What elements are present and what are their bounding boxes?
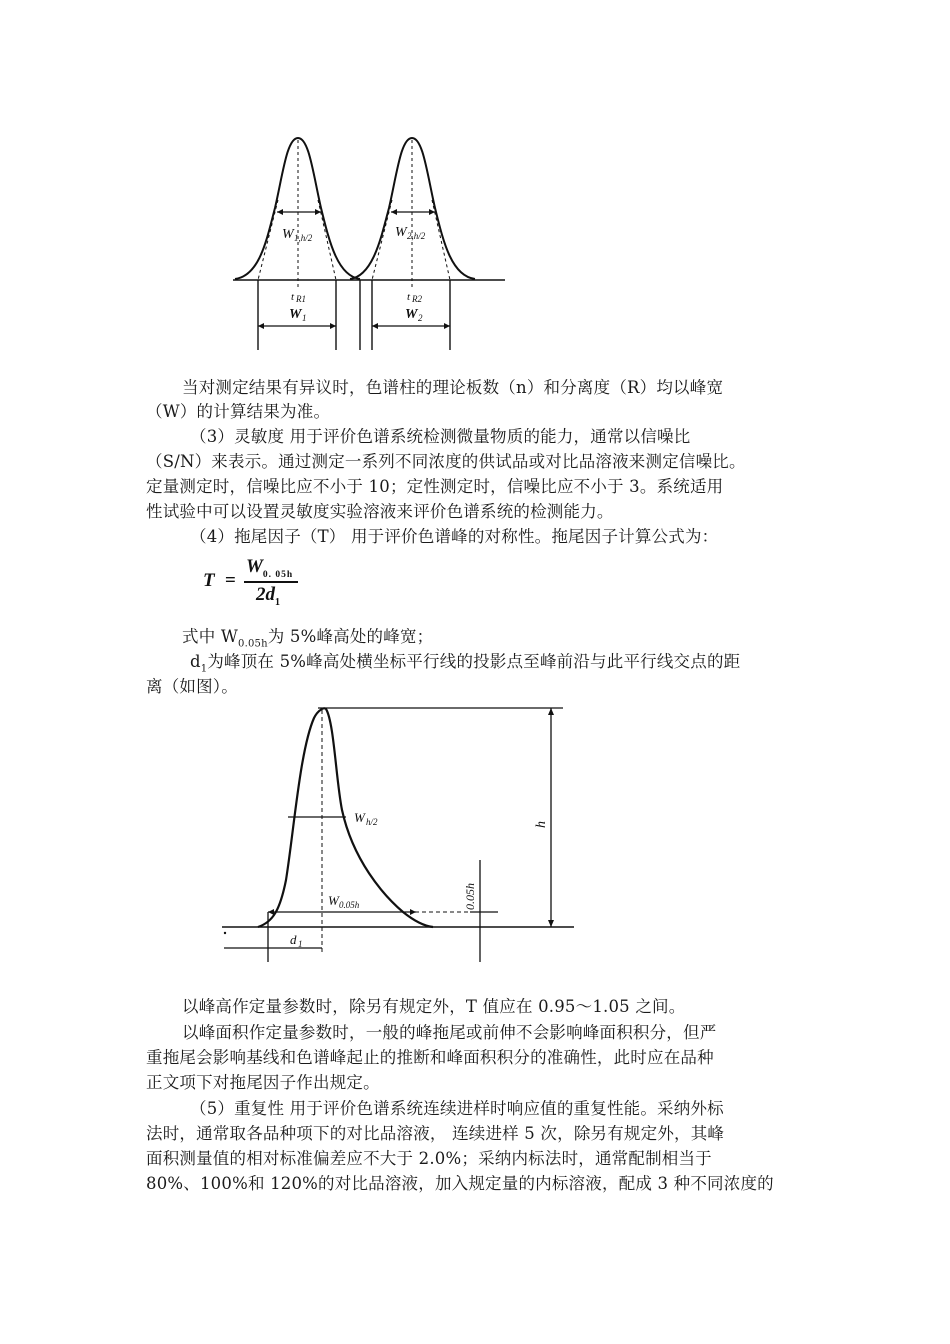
paragraph-6-line-2: 法时，通常取各品种项下的对比品溶液， 连续进样 5 次，除另有规定外，其峰 — [146, 1124, 725, 1143]
paragraph-2-line-4: 性试验中可以设置灵敏度实验溶液来评价色谱系统的检测能力。 — [146, 502, 614, 521]
h-label: h — [534, 821, 549, 828]
tailing-peak-diagram — [218, 700, 578, 970]
definition-2-prefix: d — [190, 652, 201, 671]
w1-half-label: W — [282, 227, 294, 242]
definition-2-sub: 1 — [200, 663, 208, 675]
definition-1-prefix: 式中 W — [182, 627, 239, 646]
w1-label: W — [289, 307, 302, 322]
tr2-label-sub: R2 — [412, 294, 422, 304]
formula-lhs: T — [203, 570, 215, 591]
paragraph-1-line-2: （W）的计算结果为准。 — [146, 402, 331, 421]
paragraph-6-line-3: 面积测量值的相对标准偏差应不大于 2.0%；采纳内标法时，通常配制相当于 — [146, 1149, 712, 1168]
definition-2-line-2: 离（如图）。 — [146, 677, 238, 696]
formula-denominator-sub: 1 — [275, 596, 280, 608]
tailing-peak-curve — [258, 708, 433, 927]
paragraph-6-line-4: 80%、100%和 120%的对比品溶液，加入规定量的内标溶液，配成 3 种不同浓度的 — [146, 1174, 774, 1193]
w2-half-label-sub: 2,h/2 — [407, 231, 426, 241]
tr2-label: t — [407, 291, 411, 303]
paragraph-2-line-2: （S/N）来表示。通过测定一系列不同浓度的供试品或对比品溶液来测定信噪比。 — [146, 452, 746, 471]
peak-1-left-tangent — [258, 200, 278, 280]
formula-numerator — [246, 556, 293, 580]
formula-denominator — [256, 584, 280, 608]
w2-half-label: W — [395, 225, 407, 240]
definition-2-suffix: 为峰顶在 5%峰高处横坐标平行线的投影点至峰前沿与此平行线交点的距 — [207, 652, 741, 671]
w2-label-sub: 2 — [418, 313, 423, 323]
paragraph-1-line-1: 当对测定结果有异议时，色谱柱的理论板数（n）和分离度（R）均以峰宽 — [182, 378, 724, 397]
paragraph-2-line-1: （3）灵敏度 用于评价色谱系统检测微量物质的能力，通常以信噪比 — [190, 427, 691, 446]
formula-fraction-bar — [244, 581, 298, 583]
dot-mark — [224, 932, 226, 934]
peak-2-left-tangent — [372, 200, 392, 280]
paragraph-5-line-2: 重拖尾会影响基线和色谱峰起止的推断和峰面积积分的准确性，此时应在品种 — [146, 1048, 714, 1067]
paragraph-5-line-3: 正文项下对拖尾因子作出规定。 — [146, 1073, 380, 1092]
formula-denominator-main: 2d — [256, 584, 275, 605]
w005-label: W — [328, 893, 339, 908]
definition-1-sub: 0.05h — [238, 638, 268, 650]
paragraph-5-line-1: 以峰面积作定量参数时，一般的峰拖尾或前伸不会影响峰面积积分，但严 — [182, 1023, 717, 1042]
two-peaks-diagram — [225, 128, 515, 353]
d1-label-sub: 1 — [298, 939, 303, 949]
paragraph-3-line-1: （4）拖尾因子（T） 用于评价色谱峰的对称性。拖尾因子计算公式为： — [190, 527, 719, 546]
h005-label: 0.05h — [463, 883, 477, 910]
formula-numerator-sub: 0. 05h — [262, 569, 294, 580]
formula-equals: = — [225, 570, 236, 591]
w1-half-label-sub: 1,h/2 — [294, 233, 313, 243]
paragraph-6-line-1: （5）重复性 用于评价色谱系统连续进样时响应值的重复性能。采纳外标 — [190, 1099, 724, 1118]
tr1-label: t — [291, 291, 295, 303]
paragraph-2-line-3: 定量测定时，信噪比应不小于 10；定性测定时，信噪比应不小于 3。系统适用 — [146, 477, 724, 496]
w-half-label-sub: h/2 — [366, 817, 378, 827]
figure-tailing-peak — [218, 700, 578, 970]
w2-label: W — [405, 307, 418, 322]
w-half-label: W — [354, 810, 365, 825]
d1-label: d — [290, 932, 297, 947]
paragraph-4-line-1: 以峰高作定量参数时，除另有规定外，T 值应在 0.95～1.05 之间。 — [182, 997, 686, 1016]
definition-1-suffix: 为 5%峰高处的峰宽； — [267, 627, 434, 646]
w005-label-sub: 0.05h — [339, 900, 360, 910]
tr1-label-sub: R1 — [296, 294, 306, 304]
formula-numerator-main: W — [246, 556, 263, 577]
figure-two-peaks — [225, 128, 515, 353]
w1-label-sub: 1 — [302, 313, 307, 323]
